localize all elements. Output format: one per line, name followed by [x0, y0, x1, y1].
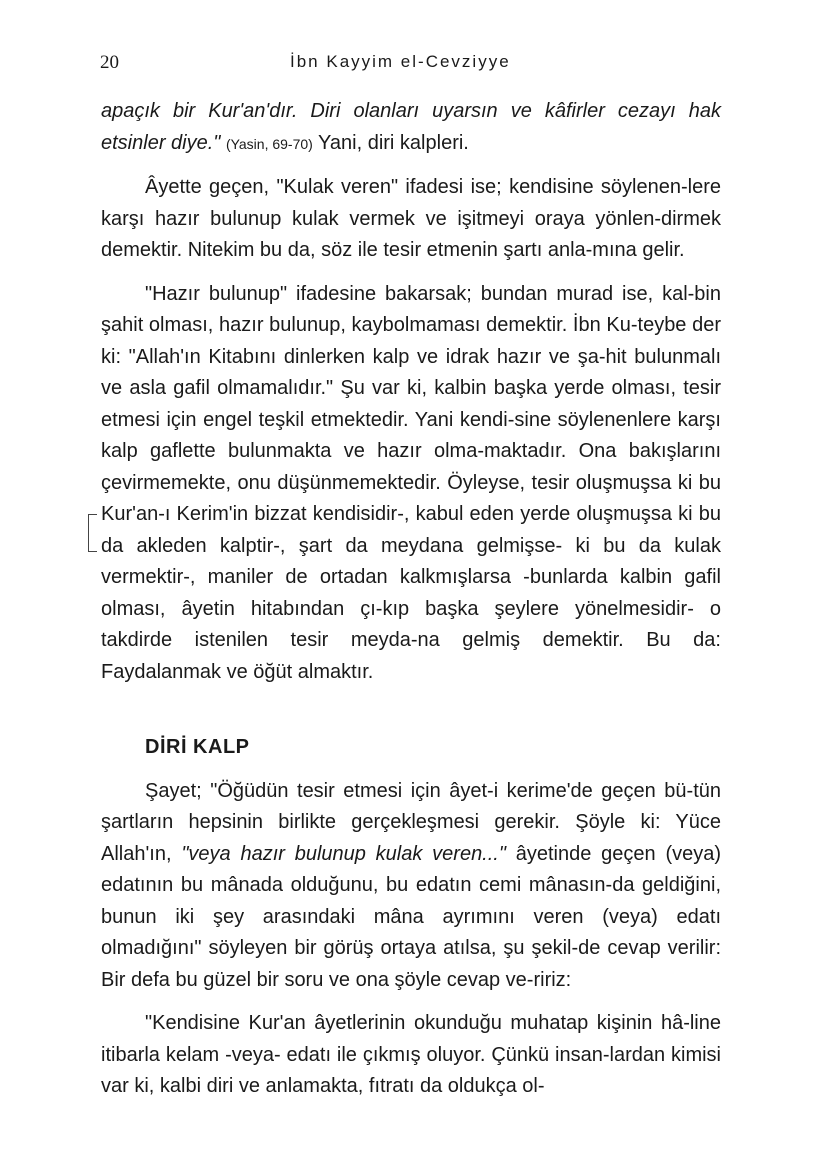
paragraph: "Hazır bulunup" ifadesine bakarsak; bundan murad ise, kal-bin şahit olması, hazır bulunup, kaybolmaması demektir. İbn Ku-teybe der ki: "Allah'ın Kitabını dinlerken kalp ve idrak hazır ve şa-hit bulunmalı ve asla gafil olmamalıdır." Şu var ki, kalbin başka yerde olması, tesir etmesi için engel teşkil etmektedir. Yani kendi-sine söylenenlere karşı kalp gaflette bulunmakta ve hazır olma-maktadır. Ona bakışlarını çevirmemekte, onu düşünmemektedir. Öyleyse, tesir oluşmuşsa ki bu Kur'an-ı Kerim'in bizzat kendisidir-, kabul eden yerde oluşmuşsa ki bu da akleden kalptir-, şart da meydana gelmişse- ki bu da kulak vermektir-, maniler de ortadan kalkmışlarsa -bunlarda kalbin gafil olması, âyetin hitabından çı-kıp başka şeylere yönelmesidir- o takdirde istenilen tesir meyda-na gelmiş demektir. Bu da: Faydalanmak ve öğüt almaktır. [101, 282, 721, 683]
section-text: Şayet; "Öğüdün tesir etmesi için âyet-i kerime'de geçen bü-tün şartların hepsinin birlikte gerçekleşmesi gerekir. Şöyle ki: Yüce Allah'ın, [101, 779, 721, 865]
section-text: âyetinde geçen (veya) edatının bu mânada olduğunu, bu edatın cemi mânasın-da geldiğini, bunun iki şey arasındaki mâna ayrımını veren (veya) edatı olmadığını" söyleyen bir görüş ortaya atılsa, şu şekil-de cevap verilir: Bir defa bu güzel bir soru ve ona şöyle cevap ve-ririz: [101, 842, 722, 991]
page-body [101, 96, 721, 1103]
margin-bracket-mark [88, 514, 97, 552]
section-heading: DİRİ KALP [145, 736, 250, 758]
section-paragraph [101, 776, 721, 997]
page-header [100, 52, 720, 82]
quote-after-text: Yani, diri kalpleri. [318, 131, 469, 154]
running-title: İbn Kayyim el-Cevziyye [290, 52, 511, 71]
quote-text: apaçık bir Kur'an'dır. Diri olanları uyarsın ve kâfirler cezayı hak etsinler diye." [101, 100, 721, 154]
opening-paragraph [101, 96, 721, 160]
paragraph: Âyette geçen, "Kulak veren" ifadesi ise; kendisine söylenen-lere karşı hazır bulunup kulak vermek ve işitmeyi oraya yönlen-dirmek demektir. Nitekim bu da, söz ile tesir etmenin şartı anla-mına gelir. [101, 176, 721, 261]
verse-reference: (Yasin, 69-70) [225, 135, 313, 152]
section-paragraph: "Kendisine Kur'an âyetlerinin okunduğu muhatap kişinin hâ-line itibarla kelam -veya- edatı ile çıkmış oluyor. Çünkü insan-lardan kimisi var ki, kalbi diri ve anlamakta, fıtratı da oldukça ol- [101, 1012, 721, 1097]
page-number: 20 [100, 52, 119, 73]
section-italic-quote: "veya hazır bulunup kulak veren..." [181, 842, 506, 865]
